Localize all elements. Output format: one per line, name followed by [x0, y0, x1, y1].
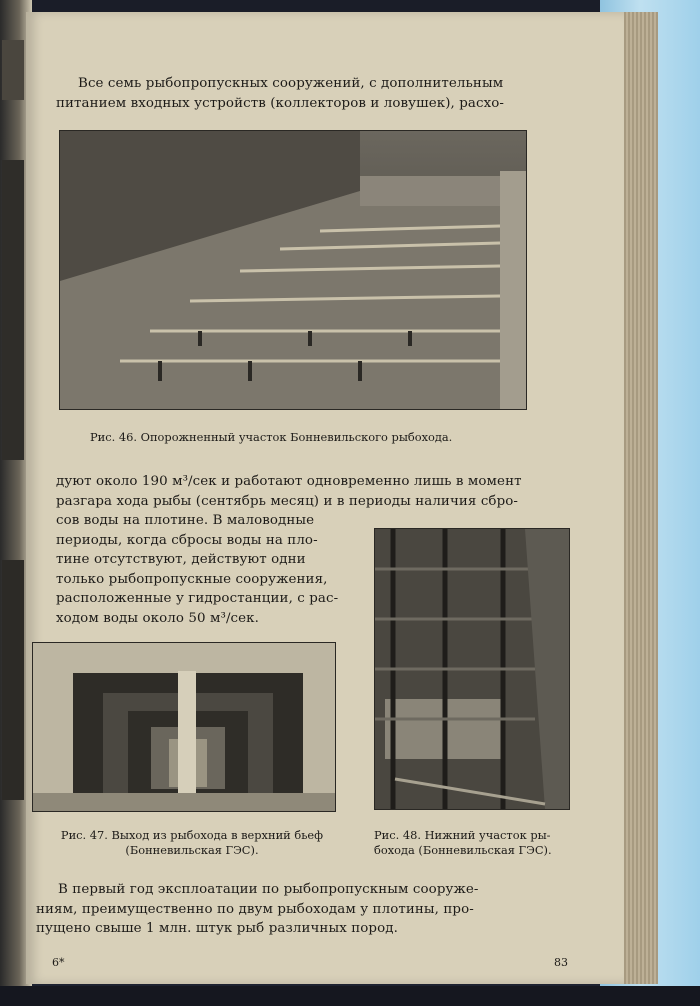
caption-line: Рис. 48. Нижний участок ры-	[374, 828, 551, 842]
page-block-edge	[620, 12, 658, 984]
figure-47-photo	[32, 642, 336, 812]
text-line: ниям, преимущественно по двум рыбоходам у плотины, про-	[36, 901, 474, 917]
left-page-photo-fragment	[2, 160, 24, 460]
page-number: 83	[554, 956, 568, 969]
figure-46-photo	[59, 130, 527, 410]
figure-46-caption: Рис. 46. Опорожненный участок Бонневильского рыбохода.	[90, 430, 453, 444]
paragraph-3	[36, 880, 596, 939]
text-line: Все семь рыбопропускных сооружений, с дополнительным	[78, 76, 504, 91]
text-line: только рыбопропускные сооружения,	[56, 571, 328, 587]
caption-line: бохода (Бонневильская ГЭС).	[374, 843, 552, 857]
paragraph-1	[56, 74, 596, 113]
paragraph-2-full-lines	[56, 472, 596, 511]
background-bottom	[0, 986, 700, 1006]
paragraph-2-narrow-lines	[56, 511, 376, 628]
left-page-photo-fragment	[2, 40, 24, 100]
text-line: дуют около 190 м³/сек и работают одновременно лишь в момент	[56, 474, 522, 489]
book-page	[26, 12, 624, 984]
signature-mark: 6*	[52, 956, 65, 969]
figure-47-caption	[32, 828, 352, 858]
text-line: сов воды на плотине. В маловодные	[56, 513, 315, 528]
text-line: ходом воды около 50 м³/сек.	[56, 610, 260, 626]
figure-48-photo	[374, 528, 570, 810]
caption-line: (Бонневильская ГЭС).	[125, 843, 259, 857]
text-line: разгара хода рыбы (сентябрь месяц) и в периоды наличия сбро-	[56, 493, 519, 509]
figure-48-caption	[374, 828, 574, 858]
text-line: тине отсутствуют, действуют одни	[56, 552, 306, 567]
text-line: расположенные у гидростанции, с рас-	[56, 591, 339, 606]
text-line: В первый год эксплоатации по рыбопропускным сооруже-	[58, 882, 479, 897]
text-line: периоды, когда сбросы воды на пло-	[56, 532, 318, 548]
text-line: пущено свыше 1 млн. штук рыб различных пород.	[36, 921, 398, 936]
left-page-photo-fragment	[2, 560, 24, 800]
caption-line: Рис. 47. Выход из рыбохода в верхний бьеф	[60, 828, 324, 842]
text-line: питанием входных устройств (коллекторов и ловушек), расхо-	[56, 95, 505, 111]
